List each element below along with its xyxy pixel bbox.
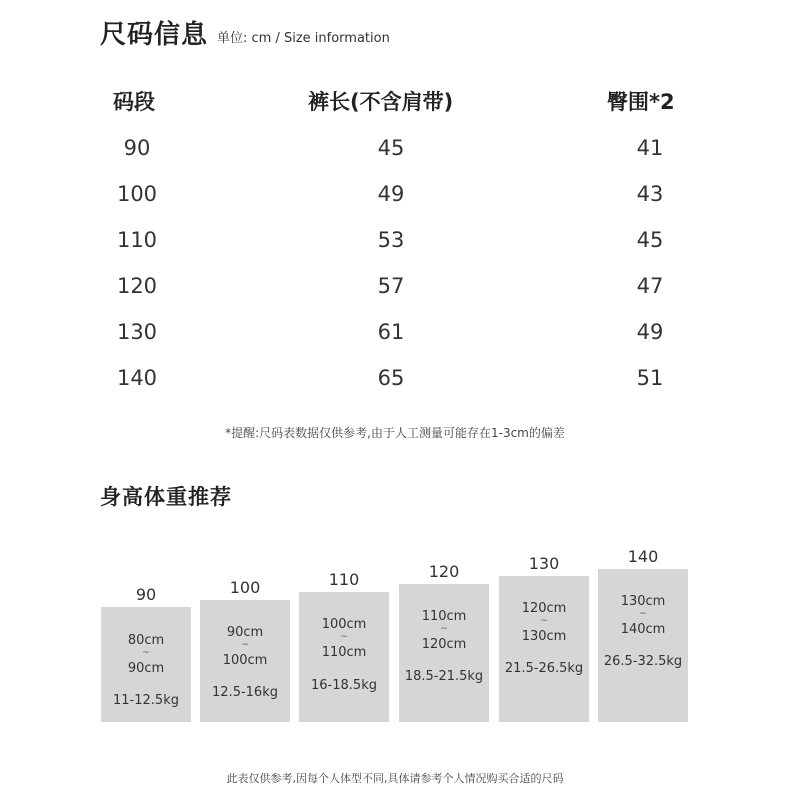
height-from: 100cm — [321, 617, 367, 632]
unit-label: 单位: cm / Size information — [217, 31, 390, 46]
bar-size-label: 110 — [328, 570, 360, 589]
weight-range: 11-12.5kg — [113, 693, 179, 708]
weight-range: 16-18.5kg — [311, 678, 377, 693]
height-from: 130cm — [620, 594, 666, 609]
table-cell: 45 — [636, 228, 664, 252]
range-tilde: ~ — [142, 648, 150, 658]
table-cell: 47 — [636, 274, 664, 298]
height-to: 100cm — [222, 653, 268, 668]
height-to: 90cm — [127, 661, 165, 676]
measurement-note: *提醒:尺码表数据仅供参考,由于人工测量可能存在1-3cm的偏差 — [225, 426, 565, 440]
height-from: 110cm — [421, 609, 467, 624]
table-cell: 51 — [636, 366, 664, 390]
table-cell: 49 — [377, 182, 405, 206]
weight-range: 18.5-21.5kg — [404, 669, 484, 684]
bar-size-label: 120 — [428, 562, 460, 581]
recommend-bar — [101, 607, 191, 722]
table-cell: 41 — [636, 136, 664, 160]
height-to: 120cm — [421, 637, 467, 652]
recommend-bar — [299, 592, 389, 722]
table-cell: 65 — [377, 366, 405, 390]
range-tilde: ~ — [241, 640, 249, 650]
column-header-hip: 臀围*2 — [607, 90, 675, 114]
table-cell: 45 — [377, 136, 405, 160]
weight-range: 21.5-26.5kg — [504, 661, 584, 676]
height-to: 110cm — [321, 645, 367, 660]
footer-note: 此表仅供参考,因每个人体型不同,具体请参考个人情况购买合适的尺码 — [226, 772, 564, 785]
range-tilde: ~ — [639, 609, 647, 619]
range-tilde: ~ — [340, 632, 348, 642]
weight-range: 12.5-16kg — [212, 685, 278, 700]
recommend-bar — [200, 600, 290, 722]
height-to: 130cm — [521, 629, 567, 644]
table-cell: 53 — [377, 228, 405, 252]
column-header-length: 裤长(不含肩带) — [308, 90, 454, 114]
bar-size-label: 90 — [135, 585, 157, 604]
height-from: 80cm — [127, 633, 165, 648]
table-cell: 110 — [116, 228, 158, 252]
height-to: 140cm — [620, 622, 666, 637]
page-title: 尺码信息 — [100, 20, 209, 50]
bar-size-label: 100 — [229, 578, 261, 597]
table-cell: 61 — [377, 320, 405, 344]
height-from: 90cm — [226, 625, 264, 640]
table-cell: 130 — [116, 320, 158, 344]
table-cell: 43 — [636, 182, 664, 206]
table-cell: 120 — [116, 274, 158, 298]
weight-range: 26.5-32.5kg — [603, 654, 683, 669]
table-cell: 90 — [123, 136, 151, 160]
range-tilde: ~ — [440, 624, 448, 634]
height-from: 120cm — [521, 601, 567, 616]
recommend-bar — [598, 569, 688, 722]
bar-size-label: 140 — [627, 547, 659, 566]
recommend-bar — [399, 584, 489, 722]
table-cell: 49 — [636, 320, 664, 344]
column-header-size: 码段 — [113, 90, 155, 114]
recommend-bar — [499, 576, 589, 722]
range-tilde: ~ — [540, 616, 548, 626]
table-cell: 140 — [116, 366, 158, 390]
table-cell: 100 — [116, 182, 158, 206]
table-cell: 57 — [377, 274, 405, 298]
bar-size-label: 130 — [528, 554, 560, 573]
recommend-title: 身高体重推荐 — [100, 485, 232, 509]
